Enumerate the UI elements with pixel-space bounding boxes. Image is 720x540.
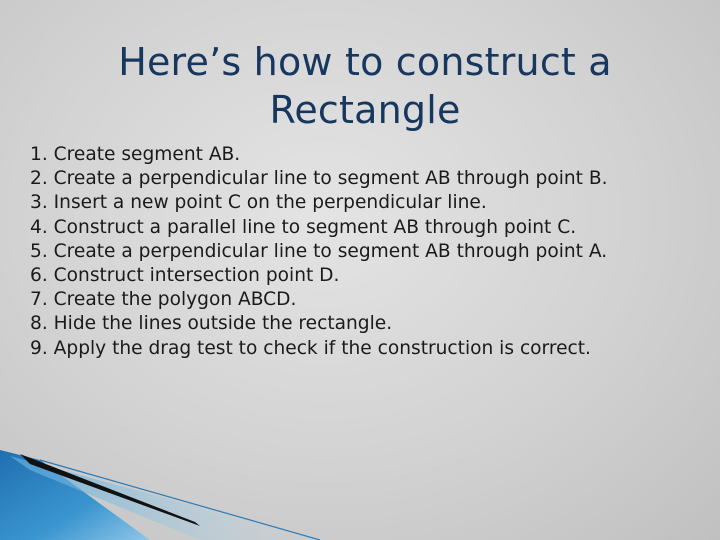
step-text: Create a perpendicular line to segment AB through point B. bbox=[53, 168, 608, 190]
step-item bbox=[30, 337, 720, 361]
step-number: 8. bbox=[30, 313, 48, 335]
step-number: 5. bbox=[30, 240, 48, 262]
step-item bbox=[30, 240, 720, 264]
step-text: Create a perpendicular line to segment AB through point A. bbox=[53, 240, 608, 262]
step-text: Insert a new point C on the perpendicular line. bbox=[53, 192, 487, 214]
step-text: Hide the lines outside the rectangle. bbox=[53, 313, 393, 335]
step-number: 3. bbox=[30, 192, 48, 214]
step-item bbox=[30, 167, 720, 191]
slide-title bbox=[40, 38, 690, 134]
step-item bbox=[30, 216, 720, 240]
step-number: 9. bbox=[30, 337, 48, 359]
step-number: 4. bbox=[30, 216, 48, 238]
step-text: Apply the drag test to check if the construction is correct. bbox=[53, 337, 591, 359]
step-item bbox=[30, 312, 720, 336]
corner-decoration bbox=[0, 450, 320, 540]
step-number: 2. bbox=[30, 168, 48, 190]
step-text: Construct intersection point D. bbox=[53, 265, 340, 287]
step-number: 1. bbox=[30, 144, 48, 165]
step-item bbox=[30, 143, 720, 167]
step-number: 7. bbox=[30, 289, 48, 311]
step-item bbox=[30, 264, 720, 288]
slide-title-line-1: Here’s how to construct a bbox=[118, 40, 612, 84]
steps-list bbox=[30, 143, 720, 361]
step-text: Construct a parallel line to segment AB through point C. bbox=[53, 216, 577, 238]
step-item bbox=[30, 288, 720, 312]
step-text: Create segment AB. bbox=[53, 144, 241, 165]
step-item bbox=[30, 191, 720, 215]
slide-title-line-2: Rectangle bbox=[269, 88, 461, 132]
step-text: Create the polygon ABCD. bbox=[53, 289, 297, 311]
step-number: 6. bbox=[30, 265, 48, 287]
